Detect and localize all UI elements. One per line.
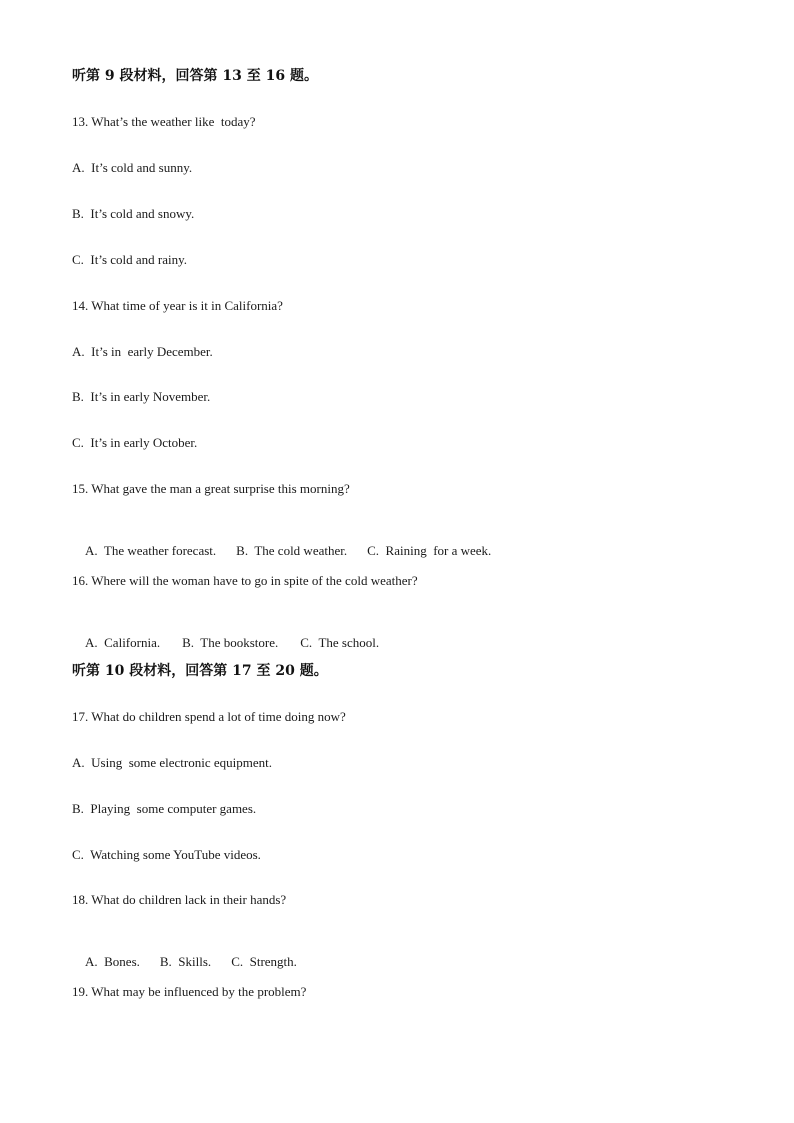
question-17-option-c: C. Watching some YouTube videos. <box>72 847 261 862</box>
question-18-options <box>72 938 297 986</box>
question-13-option-b: B. It’s cold and snowy. <box>72 206 195 221</box>
question-16-option-a: A. California. <box>85 635 161 650</box>
question-18-option-b: B. Skills. <box>159 954 212 969</box>
question-13-option-c: C. It’s cold and rainy. <box>72 252 188 267</box>
section-10-heading: 听第 10 段材料，回答第 17 至 20 题。 <box>72 663 328 679</box>
question-16-option-c: C. The school. <box>300 635 380 650</box>
question-18-option-a: A. Bones. <box>85 954 140 969</box>
question-17-option-b: B. Playing some computer games. <box>72 801 257 816</box>
question-18: 18. What do children lack in their hands? <box>72 892 287 907</box>
question-14: 14. What time of year is it in California? <box>72 298 283 313</box>
question-19: 19. What may be influenced by the problem? <box>72 984 307 999</box>
question-15-options <box>72 527 491 575</box>
question-14-option-b: B. It’s in early November. <box>72 389 211 404</box>
question-17: 17. What do children spend a lot of time doing now? <box>72 709 346 724</box>
question-15-option-b: B. The cold weather. <box>236 543 348 558</box>
question-16-option-b: B. The bookstore. <box>182 635 279 650</box>
section-9-heading: 听第 9 段材料，回答第 13 至 16 题。 <box>72 68 318 84</box>
question-16: 16. Where will the woman have to go in spite of the cold weather? <box>72 573 418 588</box>
question-15-option-c: C. Raining for a week. <box>367 543 492 558</box>
question-16-options <box>72 619 379 667</box>
question-13: 13. What’s the weather like today? <box>72 114 256 129</box>
question-13-option-a: A. It’s cold and sunny. <box>72 160 193 175</box>
question-17-option-a: A. Using some electronic equipment. <box>72 755 273 770</box>
question-14-option-c: C. It’s in early October. <box>72 435 198 450</box>
question-15-option-a: A. The weather forecast. <box>85 543 217 558</box>
question-14-option-a: A. It’s in early December. <box>72 344 213 359</box>
question-15: 15. What gave the man a great surprise this morning? <box>72 481 350 496</box>
question-18-option-c: C. Strength. <box>231 954 297 969</box>
